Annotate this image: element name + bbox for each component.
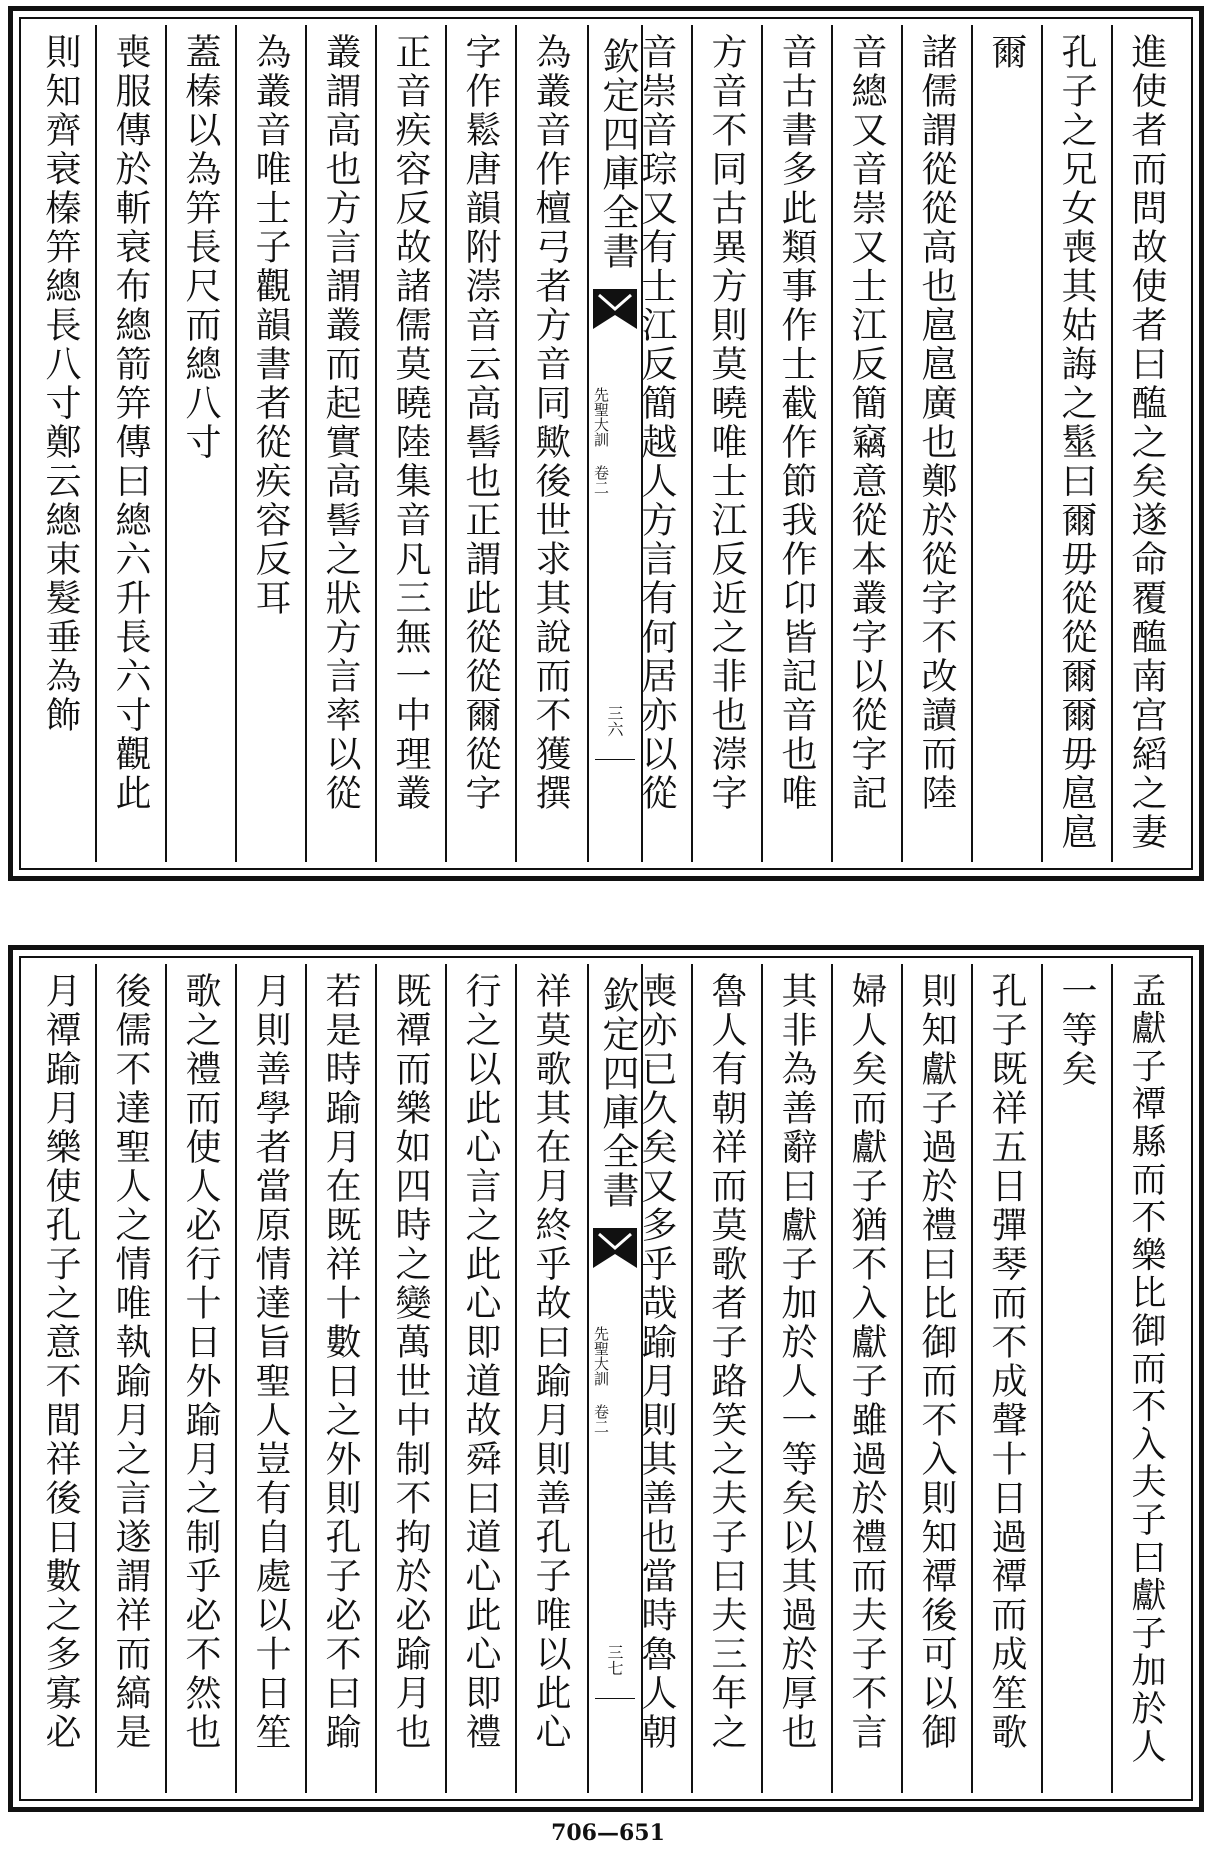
column-rule <box>165 25 167 862</box>
text-column-content: 後儒不達聖人之情唯執踰月之言遂謂祥而縞是 <box>110 972 151 1752</box>
text-column-content: 歌之禮而使人必行十日外踰月之制乎必不然也 <box>180 972 221 1752</box>
text-column-content: 諸儒謂從從高也扈扈廣也鄭於從字不改讀而陸 <box>916 33 957 813</box>
text-column-content: 行之以此心言之此心即道故舜曰道心此心即禮 <box>460 972 501 1752</box>
column-rule <box>165 964 167 1793</box>
column-rule <box>691 25 693 862</box>
column-rule <box>95 964 97 1793</box>
column-rule <box>1111 964 1113 1793</box>
text-column-content: 爾 <box>986 33 1027 72</box>
text-column <box>629 33 683 854</box>
column-rule <box>831 25 833 862</box>
text-column-content: 其非為善辭曰獻子加於人一等矣以其過於厚也 <box>776 972 817 1752</box>
bottom-page-number: 三七 <box>605 1644 624 1676</box>
text-column <box>453 972 507 1785</box>
text-column <box>383 972 437 1785</box>
text-column-content: 月禫踰月樂使孔子之意不間祥後日數之多寡必 <box>40 972 81 1752</box>
column-rule <box>445 25 447 862</box>
column-rule <box>1111 25 1113 862</box>
column-rule <box>235 25 237 862</box>
text-column-content: 一等矣 <box>1056 972 1097 1089</box>
text-column-content: 孔子既祥五日彈琴而不成聲十日過禫而成笙歌 <box>986 972 1027 1752</box>
text-column-content: 若是時踰月在既祥十數日之外則孔子必不曰踰 <box>320 972 361 1752</box>
top-page-number: 三六 <box>605 705 624 737</box>
text-column-content: 進使者而問故使者曰醢之矣遂命覆醢南宫縚之妻 <box>1126 33 1167 852</box>
text-column-content: 孟獻子禫縣而不樂比御而不入夫子曰獻子加於人 <box>1126 972 1166 1766</box>
text-column <box>243 33 297 854</box>
top-volume-label: 先聖大訓 卷二 <box>592 387 610 495</box>
text-column <box>979 33 1033 854</box>
text-column-content: 喪亦已久矣又多乎哉踰月則其善也當時魯人朝 <box>636 972 677 1752</box>
column-rule <box>515 964 517 1793</box>
text-column <box>1049 33 1103 854</box>
text-column <box>173 972 227 1785</box>
text-column-content: 喪服傳於斬衰布總箭笄傳曰總六升長六寸觀此 <box>110 33 151 813</box>
text-column-content: 為叢音作檀弓者方音同歟後世求其說而不獲撰 <box>530 33 571 813</box>
text-column <box>103 33 157 854</box>
text-column-content: 祥莫歌其在月終乎故曰踰月則善孔子唯以此心 <box>530 972 571 1752</box>
text-column-content: 魯人有朝祥而莫歌者子路笑之夫子曰夫三年之 <box>706 972 747 1752</box>
bottom-volume-label: 先聖大訓 卷二 <box>592 1326 610 1434</box>
column-rule <box>445 964 447 1793</box>
top-page-panel <box>8 6 1204 881</box>
bottom-page-panel <box>8 945 1204 1812</box>
text-column-content: 方音不同古異方則莫曉唯士江反近之非也漴字 <box>706 33 747 813</box>
text-column <box>103 972 157 1785</box>
column-rule <box>761 25 763 862</box>
text-column <box>243 972 297 1785</box>
text-column <box>909 33 963 854</box>
text-column <box>1049 972 1103 1785</box>
text-column <box>383 33 437 854</box>
column-rule <box>831 964 833 1793</box>
text-column-content: 字作鬆唐韻附漴音云高髻也正謂此從從爾從字 <box>460 33 501 813</box>
column-rule <box>95 25 97 862</box>
column-rule <box>691 964 693 1793</box>
text-column <box>769 33 823 854</box>
text-column <box>839 972 893 1785</box>
text-column-content: 音古書多此類事作士截作節我作卬皆記音也唯 <box>776 33 817 813</box>
text-column-content: 婦人矣而獻子猶不入獻子雖過於禮而夫子不言 <box>846 972 887 1752</box>
text-column-content: 月則善學者當原情達旨聖人豈有自處以十日笙 <box>250 972 291 1752</box>
text-column-content: 蓋榛以為笄長尺而總八寸 <box>180 33 221 462</box>
column-rule <box>375 25 377 862</box>
text-column-content: 既禫而樂如四時之變萬世中制不拘於必踰月也 <box>390 972 431 1752</box>
column-rule <box>761 964 763 1793</box>
bottom-center-title: 欽定四庫全書 <box>596 976 639 1210</box>
text-column <box>173 33 227 854</box>
text-column <box>699 33 753 854</box>
text-column-content: 為叢音唯士子觀韻書者從疾容反耳 <box>250 33 291 618</box>
page-footer-number: 706—651 <box>551 1820 665 1846</box>
text-column <box>523 972 577 1785</box>
text-column-content: 則知齊衰榛笄總長八寸鄭云總束髮垂為飾 <box>40 33 81 735</box>
text-column-content: 叢謂高也方言謂叢而起實高髻之狀方言率以從 <box>320 33 361 813</box>
column-rule <box>901 25 903 862</box>
column-rule <box>515 25 517 862</box>
text-column <box>313 33 367 854</box>
column-rule <box>305 964 307 1793</box>
column-rule <box>971 25 973 862</box>
column-rule <box>1041 25 1043 862</box>
top-page-inner-frame <box>19 17 1193 870</box>
text-column <box>313 972 367 1785</box>
text-column <box>769 972 823 1785</box>
column-rule <box>375 964 377 1793</box>
column-rule <box>305 25 307 862</box>
text-column-content: 正音疾容反故諸儒莫曉陸集音凡三無一中理叢 <box>390 33 431 813</box>
text-column-content: 音總又音崇又士江反簡竊意從本叢字以從字記 <box>846 33 887 813</box>
text-column <box>453 33 507 854</box>
text-column-content: 音崇音琮又有士江反簡越人方言有何居亦以從 <box>636 33 677 813</box>
text-column <box>629 972 683 1785</box>
text-column-content: 則知獻子過於禮曰比御而不入則知禫後可以御 <box>916 972 957 1752</box>
text-column <box>1119 972 1173 1785</box>
text-column <box>699 972 753 1785</box>
text-column <box>1119 33 1173 854</box>
column-rule <box>235 964 237 1793</box>
top-center-title: 欽定四庫全書 <box>596 37 639 271</box>
column-rule <box>971 964 973 1793</box>
text-column-content: 孔子之兄女喪其姑誨之髽曰爾毋從從爾爾毋扈扈 <box>1056 33 1097 852</box>
column-rule <box>901 964 903 1793</box>
text-column <box>839 33 893 854</box>
column-rule <box>1041 964 1043 1793</box>
text-column <box>33 972 87 1785</box>
text-column <box>33 33 87 854</box>
text-column <box>979 972 1033 1785</box>
text-column <box>909 972 963 1785</box>
bottom-page-inner-frame <box>19 956 1193 1801</box>
text-column <box>523 33 577 854</box>
